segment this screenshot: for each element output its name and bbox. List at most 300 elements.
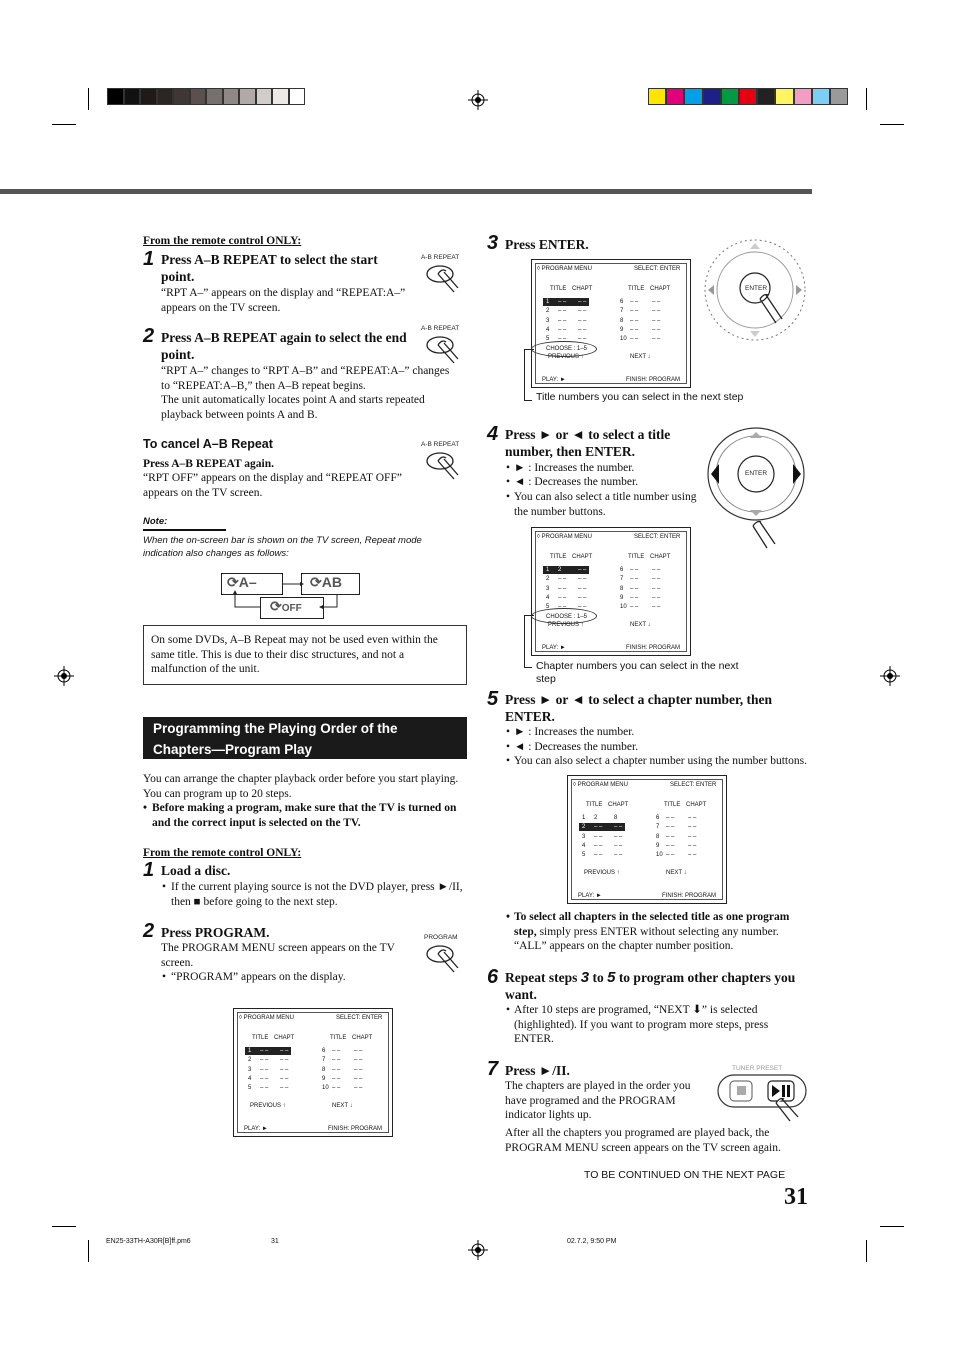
osd-row-number: 5: [546, 604, 550, 611]
osd-finish: FINISH: PROGRAM: [626, 377, 681, 383]
osd-next: NEXT ↓: [332, 1103, 353, 1109]
bullet-mark: •: [506, 741, 511, 753]
osd-value: – –: [280, 1048, 289, 1054]
step-body: “RPT A–” appears on the display and “REPEAT:A–” appears on the TV screen.: [161, 287, 406, 314]
step-title: Press ► or ◄ to select a chapter number, then ENTER.: [505, 692, 772, 724]
callout-line: [524, 667, 532, 668]
osd-row-number: 4: [582, 842, 586, 849]
osd-row-number: 2: [582, 824, 586, 831]
osd-play: PLAY: ►: [542, 377, 566, 383]
footer-date: 02.7.2, 9:50 PM: [567, 1238, 617, 1245]
repeat-off-text: OFF: [281, 603, 302, 614]
osd-value: – –: [688, 815, 697, 821]
osd-row-number: 6: [620, 567, 624, 573]
repeat-ab-label: ⟳AB: [310, 574, 342, 590]
cancel-instruction: Press A–B REPEAT again.: [143, 458, 274, 470]
step-title: Press PROGRAM.: [161, 925, 270, 940]
color-swatch: [703, 88, 721, 105]
osd-row-number: 1: [546, 299, 550, 305]
osd-play: PLAY: ►: [542, 645, 566, 651]
osd-value: – –: [578, 585, 587, 592]
step-number: 1: [143, 859, 155, 881]
osd-header: ◊ PROGRAM MENU: [537, 266, 592, 272]
color-swatch: [124, 88, 141, 105]
program-menu-screen: [233, 1008, 393, 1137]
osd-row-number: 7: [620, 576, 624, 583]
callout-line: [524, 349, 525, 401]
osd-value: – –: [558, 299, 567, 305]
osd-value: – –: [630, 326, 639, 333]
color-swatch: [757, 88, 775, 105]
osd-value: – –: [614, 852, 623, 859]
osd-value: – –: [260, 1075, 269, 1082]
color-swatch: [739, 88, 757, 105]
color-swatch: [223, 88, 240, 105]
osd-value: – –: [630, 567, 639, 573]
repeat-ab-text: AB: [321, 574, 342, 590]
step-number: 4: [487, 423, 499, 445]
osd-row-number: 9: [322, 1075, 326, 1082]
osd-value: – –: [630, 299, 639, 305]
osd-column-header: TITLE: [664, 802, 681, 808]
osd-value: – –: [594, 833, 603, 840]
osd-value: – –: [578, 604, 587, 611]
osd-row-number: 3: [582, 833, 586, 840]
color-swatch: [157, 88, 174, 105]
intro-bullet: Before making a program, make sure that the TV is turned on and the correct input is selected on the TV.: [152, 802, 457, 829]
osd-value: – –: [666, 852, 675, 859]
osd-row-number: 8: [656, 833, 660, 840]
footer-page: 31: [271, 1238, 279, 1245]
osd-row-number: 1: [248, 1048, 252, 1054]
osd-value: – –: [614, 842, 623, 849]
intro-bullet-mark: •: [143, 802, 148, 814]
step-bullet: ◄ : Decreases the number.: [514, 741, 639, 753]
osd-column-header: TITLE: [550, 554, 567, 560]
osd-row-number: 6: [620, 299, 624, 305]
osd-column-header: TITLE: [628, 286, 645, 292]
osd-row-number: 7: [322, 1057, 326, 1064]
remote-button-label: A-B REPEAT: [421, 441, 460, 448]
step-bullet: ► : Increases the number.: [514, 726, 635, 738]
osd-value: – –: [578, 567, 587, 573]
program-menu-screen: [531, 259, 691, 388]
step-number: 6: [487, 966, 499, 988]
step6-ref-3: 3: [580, 969, 590, 986]
program-menu-screen: [567, 775, 727, 904]
step-title: Press ►/II.: [505, 1063, 570, 1078]
osd-column-header: CHAPT: [608, 802, 629, 808]
color-swatch: [830, 88, 848, 105]
remote-button-label: A-B REPEAT: [421, 254, 460, 261]
step-title: Press A–B REPEAT to select the start point.: [161, 252, 378, 284]
osd-column-header: CHAPT: [274, 1035, 295, 1041]
step-bullet: “PROGRAM” appears on the display.: [171, 971, 346, 983]
osd-value: – –: [688, 842, 697, 849]
osd-row-number: 4: [546, 326, 550, 333]
registration-mark-icon: [468, 90, 488, 110]
osd-row-number: 6: [322, 1048, 326, 1054]
step6-title-part: to: [589, 970, 608, 985]
osd-value: – –: [332, 1066, 341, 1073]
osd-row-number: 3: [546, 317, 550, 324]
osd-row-number: 8: [620, 585, 624, 592]
bullet-mark: •: [162, 881, 167, 893]
step-bullet: You can also select a title number using the number buttons.: [514, 491, 697, 518]
osd-value: – –: [666, 815, 675, 821]
osd-value: – –: [652, 336, 661, 343]
step-number: 5: [487, 688, 499, 710]
osd-value: – –: [614, 833, 623, 840]
section-title: Programming the Playing Order of the: [153, 721, 398, 736]
color-swatch: [812, 88, 830, 105]
osd-value: – –: [332, 1075, 341, 1082]
osd-value: – –: [630, 336, 639, 343]
osd-column-header: CHAPT: [686, 802, 707, 808]
bullet-mark: •: [506, 911, 511, 923]
osd-value: – –: [558, 336, 567, 343]
osd-row-number: 7: [620, 308, 624, 315]
osd-header: ◊ PROGRAM MENU: [573, 782, 628, 788]
step-number: 7: [487, 1058, 499, 1080]
osd-row-number: 5: [582, 852, 586, 859]
osd-next: NEXT ↓: [630, 622, 651, 628]
step-title: Press A–B REPEAT again to select the end point.: [161, 330, 407, 362]
from-remote-label: From the remote control ONLY:: [143, 235, 302, 247]
osd-value: – –: [688, 824, 697, 831]
step-body: The chapters are played in the order you have programed and the PROGRAM indicator lights up.: [505, 1080, 691, 1121]
color-swatch: [173, 88, 190, 105]
from-remote-label: From the remote control ONLY:: [143, 847, 302, 859]
step-bullet: If the current playing source is not the DVD player, press ►/II, then ■ before going to the next step.: [171, 881, 463, 908]
osd-header: SELECT: ENTER: [670, 782, 717, 788]
remote-button-label: TUNER PRESET: [732, 1065, 783, 1072]
color-swatch: [775, 88, 793, 105]
cancel-body: “RPT OFF” appears on the display and “REPEAT OFF” appears on the TV screen.: [143, 472, 402, 499]
osd-value: – –: [260, 1057, 269, 1064]
osd-value: – –: [558, 317, 567, 324]
osd-column-header: CHAPT: [650, 554, 671, 560]
step-bullet: ► : Increases the number.: [514, 462, 635, 474]
osd-column-header: TITLE: [330, 1035, 347, 1041]
osd-value: – –: [652, 594, 661, 601]
all-chapters-rest: simply press ENTER without selecting any number. “ALL” appears on the chapter number position.: [514, 925, 779, 952]
osd-row-number: 8: [322, 1066, 326, 1073]
callout-caption: Chapter numbers you can select in the next step: [536, 660, 739, 685]
osd-value: – –: [594, 842, 603, 849]
footer-file: EN25-33TH-A30R[B]ff.pm6: [106, 1238, 191, 1245]
bullet-mark: •: [506, 476, 511, 488]
highlight-oval: [531, 608, 597, 624]
osd-value: – –: [558, 604, 567, 611]
step-number: 3: [487, 232, 499, 254]
repeat-a-label: ⟳A–: [227, 574, 257, 590]
osd-row-number: 10: [620, 336, 627, 343]
osd-header: ◊ PROGRAM MENU: [537, 534, 592, 540]
osd-row-number: 3: [546, 585, 550, 592]
osd-value: – –: [652, 576, 661, 583]
osd-value: – –: [578, 576, 587, 583]
program-menu-screen: [531, 527, 691, 656]
osd-value: – –: [594, 824, 603, 831]
osd-value: – –: [666, 824, 675, 831]
osd-column-header: TITLE: [550, 286, 567, 292]
section-title: Chapters—Program Play: [153, 742, 313, 757]
osd-value: – –: [280, 1057, 289, 1064]
osd-value: – –: [630, 604, 639, 611]
callout-caption: Title numbers you can select in the next step: [536, 391, 744, 403]
osd-column-header: CHAPT: [572, 554, 593, 560]
osd-row-number: 7: [656, 824, 660, 831]
osd-column-header: CHAPT: [650, 286, 671, 292]
step-title: Load a disc.: [161, 863, 231, 878]
osd-value: – –: [666, 842, 675, 849]
crop-mark: [866, 1240, 867, 1262]
osd-value: – –: [280, 1085, 289, 1092]
osd-value: – –: [558, 594, 567, 601]
osd-value: – –: [630, 585, 639, 592]
osd-previous: PREVIOUS ↑: [250, 1103, 286, 1109]
osd-value: – –: [260, 1085, 269, 1092]
registration-mark-icon: [468, 1240, 488, 1260]
enter-button-label: ENTER: [745, 285, 768, 292]
note-text: When the on-screen bar is shown on the TV screen, Repeat mode indication also changes as follows:: [143, 535, 422, 559]
osd-value: – –: [652, 317, 661, 324]
finger-press-icon: [424, 262, 462, 298]
osd-column-header: TITLE: [586, 802, 603, 808]
osd-row-number: 8: [620, 317, 624, 324]
color-swatch: [140, 88, 157, 105]
osd-value: – –: [578, 326, 587, 333]
finger-press-icon: [424, 449, 462, 485]
osd-finish: FINISH: PROGRAM: [328, 1126, 383, 1132]
osd-value: – –: [630, 308, 639, 315]
osd-row-number: 5: [248, 1085, 252, 1092]
crop-mark: [52, 1226, 76, 1227]
osd-value: – –: [652, 567, 661, 573]
osd-value: – –: [594, 852, 603, 859]
osd-previous: PREVIOUS ↑: [548, 622, 584, 628]
osd-row-number: 9: [620, 594, 624, 601]
bullet-mark: •: [506, 755, 511, 767]
osd-header: SELECT: ENTER: [336, 1015, 383, 1021]
color-swatch: [289, 88, 306, 105]
header-band: [0, 189, 812, 194]
play-pause-button-icon: [716, 1073, 810, 1123]
osd-column-header: CHAPT: [572, 286, 593, 292]
osd-column-header: TITLE: [252, 1035, 269, 1041]
osd-row-number: 2: [546, 576, 550, 583]
callout-line: [524, 400, 532, 401]
crop-mark: [52, 124, 76, 125]
step-bullet: After 10 steps are programed, “NEXT ⬇” is selected (highlighted). If you want to program more steps, press ENTER.: [514, 1004, 769, 1045]
osd-value: – –: [558, 585, 567, 592]
osd-row-number: 9: [656, 842, 660, 849]
osd-column-header: TITLE: [628, 554, 645, 560]
osd-choose: CHOOSE : 1–5: [546, 346, 588, 352]
intro-text: You can arrange the chapter playback order before you start playing. You can program up to 20 steps.: [143, 773, 459, 800]
subsection-heading: To cancel A–B Repeat: [143, 437, 273, 451]
continued-notice: TO BE CONTINUED ON THE NEXT PAGE: [584, 1169, 786, 1181]
arrow-pad-icon: [703, 422, 809, 552]
boxed-note-text: On some DVDs, A–B Repeat may not be used even within the same title. This is due to their disc structures, and not a malfunction of the unit.: [151, 634, 438, 675]
osd-row-number: 10: [620, 604, 627, 611]
crop-mark: [88, 1240, 89, 1262]
osd-value: 2: [594, 815, 598, 821]
crop-mark: [88, 88, 89, 110]
color-swatch: [684, 88, 702, 105]
step6-title-part: Repeat steps: [505, 970, 581, 985]
osd-value: – –: [260, 1048, 269, 1054]
step-body: After all the chapters you programed are played back, the PROGRAM MENU screen appears on the TV screen again.: [505, 1127, 781, 1154]
color-swatch: [190, 88, 207, 105]
osd-value: – –: [354, 1066, 363, 1073]
bullet-mark: •: [506, 462, 511, 474]
osd-value: – –: [280, 1066, 289, 1073]
osd-row-number: 10: [322, 1085, 329, 1092]
osd-value: – –: [578, 308, 587, 315]
osd-row-number: 2: [546, 308, 550, 315]
osd-previous: PREVIOUS ↑: [584, 870, 620, 876]
color-swatch: [272, 88, 289, 105]
osd-value: – –: [332, 1085, 341, 1092]
osd-finish: FINISH: PROGRAM: [626, 645, 681, 651]
bullet-mark: •: [162, 971, 167, 983]
page-number: 31: [784, 1184, 808, 1210]
osd-row-number: 6: [656, 815, 660, 821]
step6-title-part: to program other chapters you want.: [505, 970, 796, 1002]
step-title: Press ► or ◄ to select a title number, then ENTER.: [505, 427, 671, 459]
step-bullet: ◄ : Decreases the number.: [514, 476, 639, 488]
osd-header: SELECT: ENTER: [634, 266, 681, 272]
osd-value: – –: [578, 299, 587, 305]
finger-press-icon: [424, 333, 462, 369]
osd-value: – –: [688, 852, 697, 859]
step6-ref-5: 5: [607, 969, 616, 986]
osd-value: – –: [652, 308, 661, 315]
osd-row-number: 1: [582, 815, 586, 821]
bullet-mark: •: [506, 1004, 511, 1016]
bullet-mark: •: [506, 491, 511, 503]
osd-column-header: CHAPT: [352, 1035, 373, 1041]
osd-row-number: 10: [656, 852, 663, 859]
bullet-mark: •: [506, 726, 511, 738]
color-swatch: [256, 88, 273, 105]
osd-value: – –: [354, 1075, 363, 1082]
osd-value: – –: [614, 824, 623, 831]
osd-row-number: 5: [546, 336, 550, 343]
step-number: 1: [143, 248, 155, 270]
highlight-oval: [531, 341, 597, 357]
enter-button-label: ENTER: [745, 470, 768, 477]
color-swatch: [648, 88, 666, 105]
osd-row-number: 2: [248, 1057, 252, 1064]
osd-value: – –: [354, 1085, 363, 1092]
osd-value: – –: [652, 585, 661, 592]
osd-value: – –: [354, 1048, 363, 1054]
step-number: 2: [143, 920, 155, 942]
color-swatch: [794, 88, 812, 105]
registration-mark-icon: [880, 666, 900, 686]
osd-value: – –: [630, 317, 639, 324]
osd-value: 8: [614, 815, 618, 821]
crop-mark: [866, 88, 867, 110]
osd-previous: PREVIOUS ↑: [548, 354, 584, 360]
color-swatch: [721, 88, 739, 105]
osd-value: 2: [558, 567, 562, 573]
callout-line: [524, 615, 525, 668]
repeat-a-text: A–: [238, 574, 257, 590]
color-swatch: [206, 88, 223, 105]
osd-next: NEXT ↓: [630, 354, 651, 360]
step-title: Press ENTER.: [505, 237, 589, 252]
repeat-off-label: ⟳OFF: [270, 598, 302, 614]
osd-next: NEXT ↓: [666, 870, 687, 876]
osd-value: – –: [332, 1057, 341, 1064]
note-label: Note:: [143, 516, 168, 527]
osd-value: – –: [260, 1066, 269, 1073]
color-swatch: [107, 88, 124, 105]
note-rule: [143, 529, 226, 531]
osd-value: – –: [652, 299, 661, 305]
osd-row-number: 9: [620, 326, 624, 333]
color-swatch: [666, 88, 684, 105]
remote-button-label: A-B REPEAT: [421, 325, 460, 332]
osd-play: PLAY: ►: [578, 893, 602, 899]
step-number: 2: [143, 325, 155, 347]
osd-value: – –: [354, 1057, 363, 1064]
all-chapters-tip: [514, 910, 804, 954]
osd-value: – –: [630, 576, 639, 583]
remote-button-label: PROGRAM: [424, 934, 458, 941]
step-body: The unit automatically locates point A and starts repeated playback between points A and B.: [161, 394, 425, 421]
color-swatch: [239, 88, 256, 105]
osd-value: – –: [558, 326, 567, 333]
finger-press-icon: [424, 942, 462, 978]
step-body: The PROGRAM MENU screen appears on the TV screen.: [161, 942, 395, 969]
osd-value: – –: [332, 1048, 341, 1054]
repeat-cycle-arrows: [225, 582, 365, 612]
step-body: “RPT A–” changes to “RPT A–B” and “REPEAT:A–” changes to “REPEAT:A–B,” then A–B repeat begins.: [161, 365, 450, 392]
osd-row-number: 1: [546, 567, 550, 573]
osd-value: – –: [666, 833, 675, 840]
step-title: [505, 969, 805, 1003]
osd-choose: CHOOSE : 1–5: [546, 614, 588, 620]
osd-value: – –: [630, 594, 639, 601]
osd-value: – –: [652, 604, 661, 611]
osd-value: – –: [558, 308, 567, 315]
osd-value: – –: [578, 594, 587, 601]
registration-mark-icon: [54, 666, 74, 686]
osd-value: – –: [688, 833, 697, 840]
osd-row-number: 4: [546, 594, 550, 601]
osd-value: – –: [558, 576, 567, 583]
all-chapters-bold: To select all chapters in the selected title as one program step,: [514, 911, 790, 938]
crop-mark: [880, 1226, 904, 1227]
osd-header: ◊ PROGRAM MENU: [239, 1015, 294, 1021]
crop-mark: [880, 124, 904, 125]
osd-finish: FINISH: PROGRAM: [662, 893, 717, 899]
step-bullet: You can also select a chapter number using the number buttons.: [514, 755, 807, 767]
osd-row-number: 3: [248, 1066, 252, 1073]
osd-header: SELECT: ENTER: [634, 534, 681, 540]
osd-row-number: 4: [248, 1075, 252, 1082]
osd-value: – –: [280, 1075, 289, 1082]
osd-value: – –: [652, 326, 661, 333]
osd-value: – –: [578, 317, 587, 324]
osd-value: – –: [578, 336, 587, 343]
osd-play: PLAY: ►: [244, 1126, 268, 1132]
